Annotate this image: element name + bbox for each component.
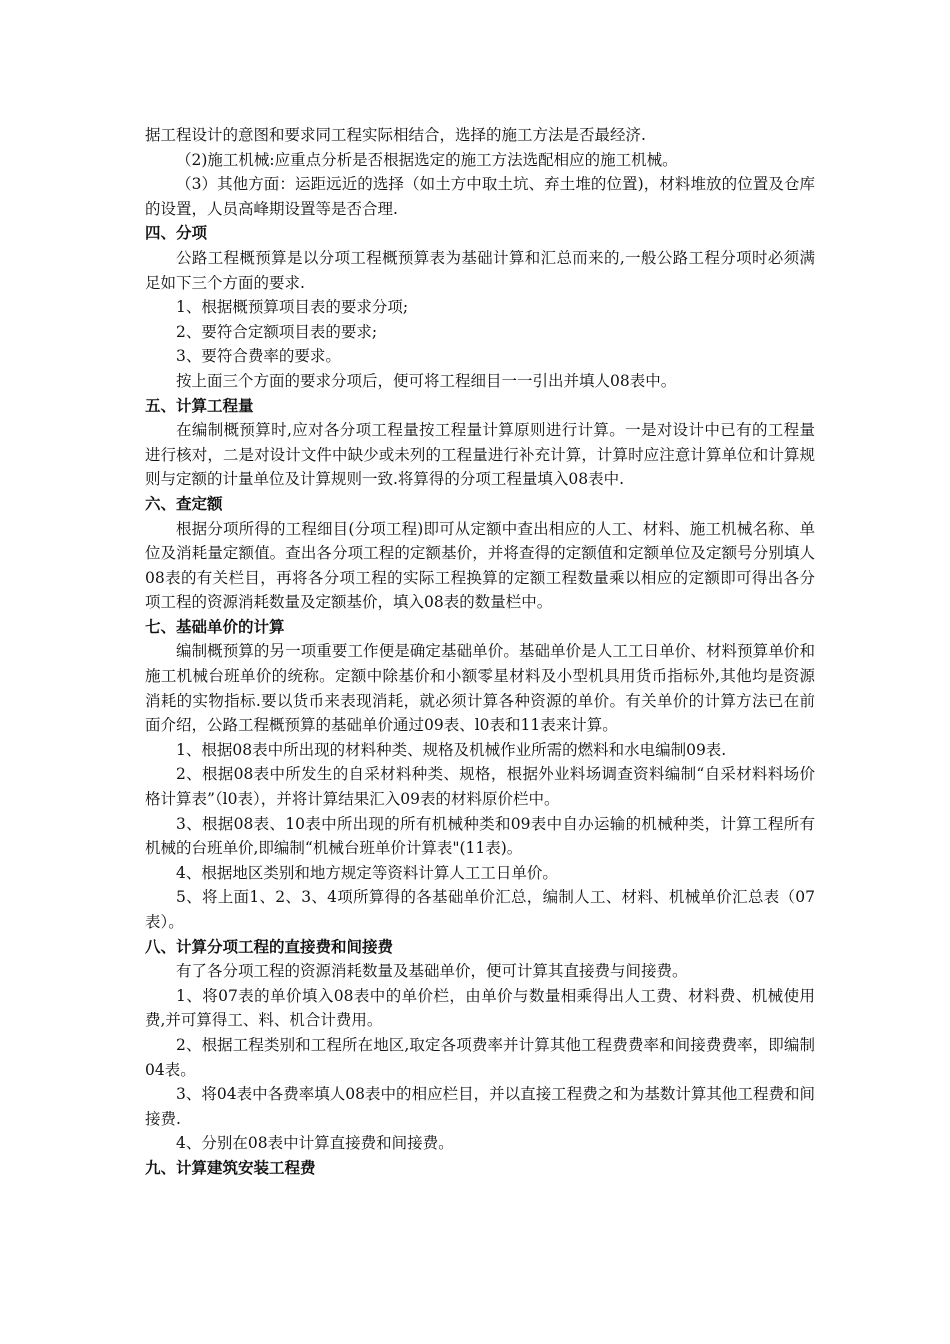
paragraph-construction-method: 据工程设计的意图和要求同工程实际相结合，选择的施工方法是否最经济. bbox=[145, 126, 646, 144]
list-item-1: 1、将07表的单价填入08表中的单价栏，由单价与数量相乘得出人工费、材料费、机械使用费,并可算得工、料、机合计费用。 bbox=[145, 986, 815, 1030]
list-item-5: 5、将上面1、2、3、4项所算得的各基础单价汇总，编制人工、材料、机械单价汇总表（07表）。 bbox=[145, 888, 815, 931]
paragraph-itemization-result: 按上面三个方面的要求分项后，便可将工程细目一一引出并填人08表中。 bbox=[176, 371, 677, 390]
list-item-4: 4、分别在08表中计算直接费和间接费。 bbox=[176, 1134, 454, 1153]
section-heading-4: 四、分项 bbox=[145, 223, 208, 243]
document-page bbox=[145, 123, 815, 1181]
paragraph-itemization-intro: 公路工程概预算是以分项工程概预算表为基础计算和汇总而来的,一般公路工程分项时必须满足如下三个方面的要求. bbox=[145, 248, 815, 292]
paragraph-base-price: 编制概预算的另一项重要工作便是确定基础单价。基础单价是人工工日单价、材料预算单价和施工机械台班单价的统称。定额中除基价和小额零星材料及小型机具用货币指标外,其他均是资源消耗的实物指标.要以货币来表现消耗，就必须计算各种资源的单价。有关单价的计算方法已在前面介绍，公路工程概预算的基础单价通过09表、l0表和11表来计算。 bbox=[145, 642, 815, 735]
list-item-1: 1、根据08表中所出现的材料种类、规格及机械作业所需的燃料和水电编制09表. bbox=[176, 740, 727, 759]
list-item-2: 2、要符合定额项目表的要求; bbox=[176, 322, 378, 341]
list-item-2: 2、根据08表中所发生的自采材料种类、规格，根据外业料场调查资料编制“自采材料料场价格计算表”（l0表），并将计算结果汇入09表的材料原价栏中。 bbox=[145, 765, 815, 809]
list-item-1: 1、根据概预算项目表的要求分项; bbox=[176, 298, 409, 317]
section-heading-5: 五、计算工程量 bbox=[145, 395, 254, 415]
list-item-2: 2、根据工程类别和工程所在地区,取定各项费率并计算其他工程费费率和间接费费率，即编制04表。 bbox=[145, 1035, 815, 1079]
section-heading-6: 六、查定额 bbox=[145, 493, 223, 513]
section-heading-7: 七、基础单价的计算 bbox=[145, 616, 285, 636]
list-item-3: 3、根据08表、10表中所出现的所有机械种类和09表中自办运输的机械种类，计算工程所有机械的台班单价,即编制“机械台班单价计算表"(11表)。 bbox=[145, 814, 815, 858]
paragraph-quantity-calc: 在编制概预算时,应对各分项工程量按工程量计算原则进行计算。一是对设计中已有的工程量进行核对，二是对设计文件中缺少或未列的工程量进行补充计算，计算时应注意计算单位和计算规则与定额的计量单位及计算规则一致.将算得的分项工程量填入08表中. bbox=[145, 421, 815, 489]
paragraph-other-aspects: （3）其他方面：运距远近的选择（如土方中取土坑、弃土堆的位置)，材料堆放的位置及仓库的设置，人员高峰期设置等是否合理. bbox=[145, 175, 815, 218]
paragraph-construction-machinery: （2)施工机械:应重点分析是否根据选定的施工方法选配相应的施工机械。 bbox=[176, 150, 678, 169]
paragraph-quota-lookup: 根据分项所得的工程细目(分项工程)即可从定额中查出相应的人工、材料、施工机械名称、单位及消耗量定额值。查出各分项工程的定额基价，并将查得的定额值和定额单位及定额号分别填人08表的有关栏目，再将各分项工程的实际工程换算的定额工程数量乘以相应的定额即可得出各分项工程的资源消耗数量及定额基价，填入08表的数量栏中。 bbox=[145, 519, 815, 612]
section-heading-9: 九、计算建筑安装工程费 bbox=[145, 1157, 316, 1177]
list-item-3: 3、要符合费率的要求。 bbox=[176, 347, 341, 366]
section-heading-8: 八、计算分项工程的直接费和间接费 bbox=[145, 936, 394, 956]
list-item-3: 3、将04表中各费率填人08表中的相应栏目，并以直接工程费之和为基数计算其他工程费和间接费. bbox=[145, 1085, 815, 1128]
list-item-4: 4、根据地区类别和地方规定等资料计算人工工日单价。 bbox=[176, 863, 558, 882]
paragraph-direct-indirect-intro: 有了各分项工程的资源消耗数量及基础单价，便可计算其直接费与间接费。 bbox=[176, 962, 688, 981]
